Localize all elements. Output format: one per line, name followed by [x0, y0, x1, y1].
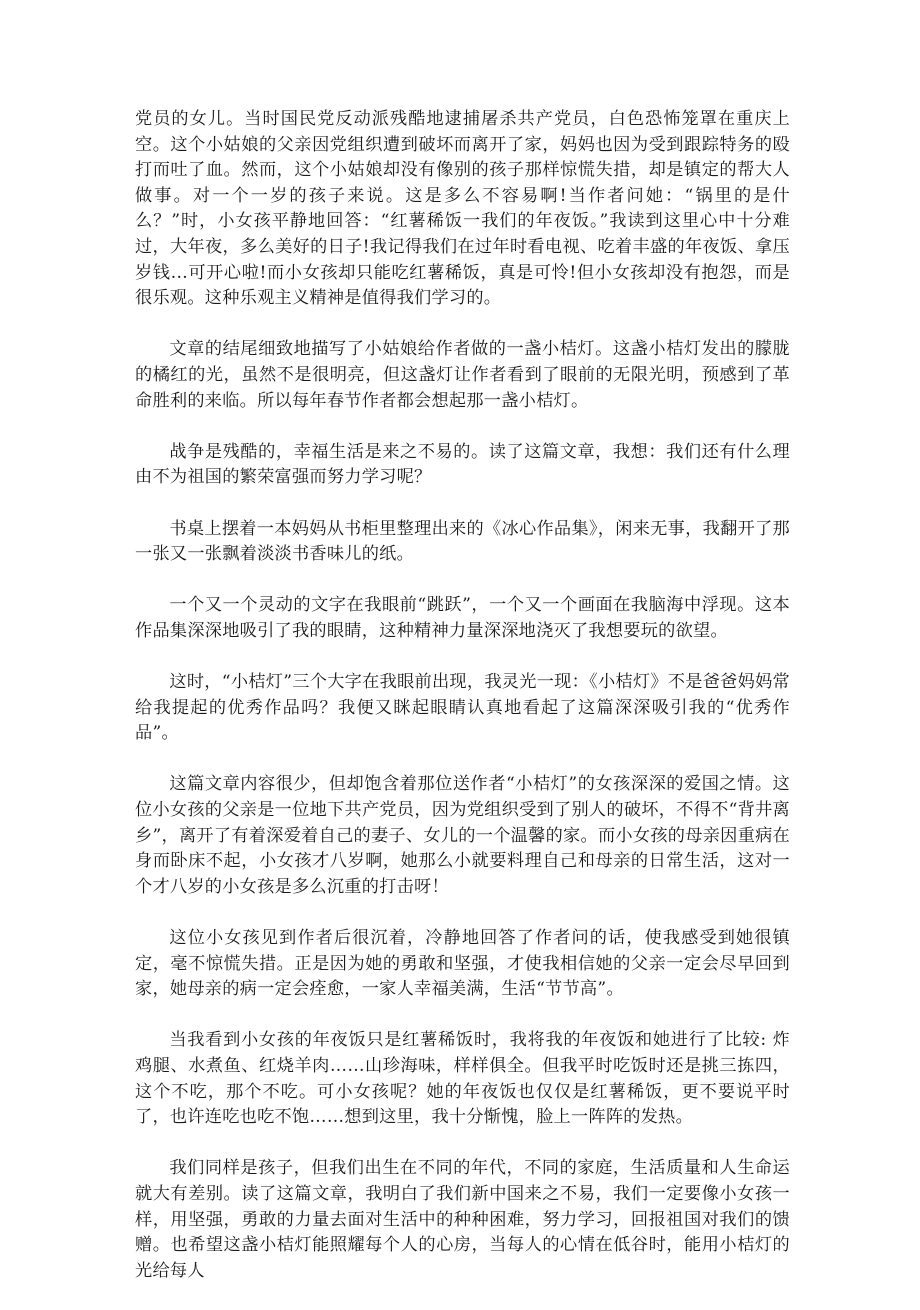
paragraph: 这篇文章内容很少，但却饱含着那位送作者“小桔灯”的女孩深深的爱国之情。这位小女孩的父亲是一位地下共产党员，因为党组织受到了别人的破坏，不得不“背井离乡”，离开了有着深爱着自己的妻子、女儿的一个温馨的家。而小女孩的母亲因重病在身而卧床不起，小女孩才八岁啊，她那么小就要料理自己和母亲的日常生活，这对一个才八岁的小女孩是多么沉重的打击呀！ [135, 774, 790, 897]
paragraph: 党员的女儿。当时国民党反动派残酷地逮捕屠杀共产党员，白色恐怖笼罩在重庆上空。这个小姑娘的父亲因党组织遭到破坏而离开了家，妈妈也因为受到跟踪特务的殴打而吐了血。然而，这个小姑娘却没有像别的孩子那样惊慌失措，却是镇定的帮大人做事。对一个一岁的孩子来说。这是多么不容易啊!当作者问她：“锅里的是什么？”时，小女孩平静地回答：“红薯稀饭一我们的年夜饭。”我读到这里心中十分难过，大年夜，多么美好的日子!我记得我们在过年时看电视、吃着丰盛的年夜饭、拿压岁钱…可开心啦!而小女孩却只能吃红薯稀饭，真是可怜!但小女孩却没有抱怨，而是很乐观。这种乐观主义精神是值得我们学习的。 [135, 109, 790, 309]
paragraph: 文章的结尾细致地描写了小姑娘给作者做的一盏小桔灯。这盏小桔灯发出的朦胧的橘红的光，虽然不是很明亮，但这盏灯让作者看到了眼前的无限光明，预感到了革命胜利的来临。所以每年春节作者都会想起那一盏小桔灯。 [135, 339, 790, 411]
paragraph: 这时，“小桔灯”三个大字在我眼前出现，我灵光一现：《小桔灯》不是爸爸妈妈常给我提起的优秀作品吗？我便又眯起眼睛认真地看起了这篇深深吸引我的“优秀作品”。 [135, 672, 790, 744]
paragraph: 当我看到小女孩的年夜饭只是红薯稀饭时，我将我的年夜饭和她进行了比较: 炸鸡腿、水煮鱼、红烧羊肉……山珍海味，样样俱全。但我平时吃饭时还是挑三拣四，这个不吃，那个不吃。可小女孩呢？她的年夜饭也仅仅是红薯稀饭，更不要说平时了，也许连吃也吃不饱……想到这里，我十分惭愧，脸上一阵阵的发热。 [135, 1030, 790, 1128]
paragraph: 书桌上摆着一本妈妈从书柜里整理出来的《冰心作品集》，闲来无事，我翻开了那一张又一张飘着淡淡书香味儿的纸。 [135, 518, 790, 565]
paragraph: 战争是残酷的，幸福生活是来之不易的。读了这篇文章，我想：我们还有什么理由不为祖国的繁荣富强而努力学习呢？ [135, 441, 790, 488]
article-body [135, 107, 790, 1310]
paragraph: 我们同样是孩子，但我们出生在不同的年代，不同的家庭，生活质量和人生命运就大有差别。读了这篇文章，我明白了我们新中国来之不易，我们一定要像小女孩一样，用坚强，勇敢的力量去面对生活中的种种困难，努力学习，回报祖国对我们的馈赠。也希望这盏小桔灯能照耀每个人的心房，当每人的心情在低谷时，能用小桔灯的光给每人 [135, 1158, 790, 1281]
paragraph: 这位小女孩见到作者后很沉着，冷静地回答了作者问的话，使我感受到她很镇定，毫不惊慌失措。正是因为她的勇敢和坚强，才使我相信她的父亲一定会尽早回到家，她母亲的病一定会痊愈，一家人幸福美满，生活“节节高”。 [135, 928, 790, 1000]
paragraph: 一个又一个灵动的文字在我眼前“跳跃”，一个又一个画面在我脑海中浮现。这本作品集深深地吸引了我的眼睛，这种精神力量深深地浇灭了我想要玩的欲望。 [135, 595, 790, 641]
